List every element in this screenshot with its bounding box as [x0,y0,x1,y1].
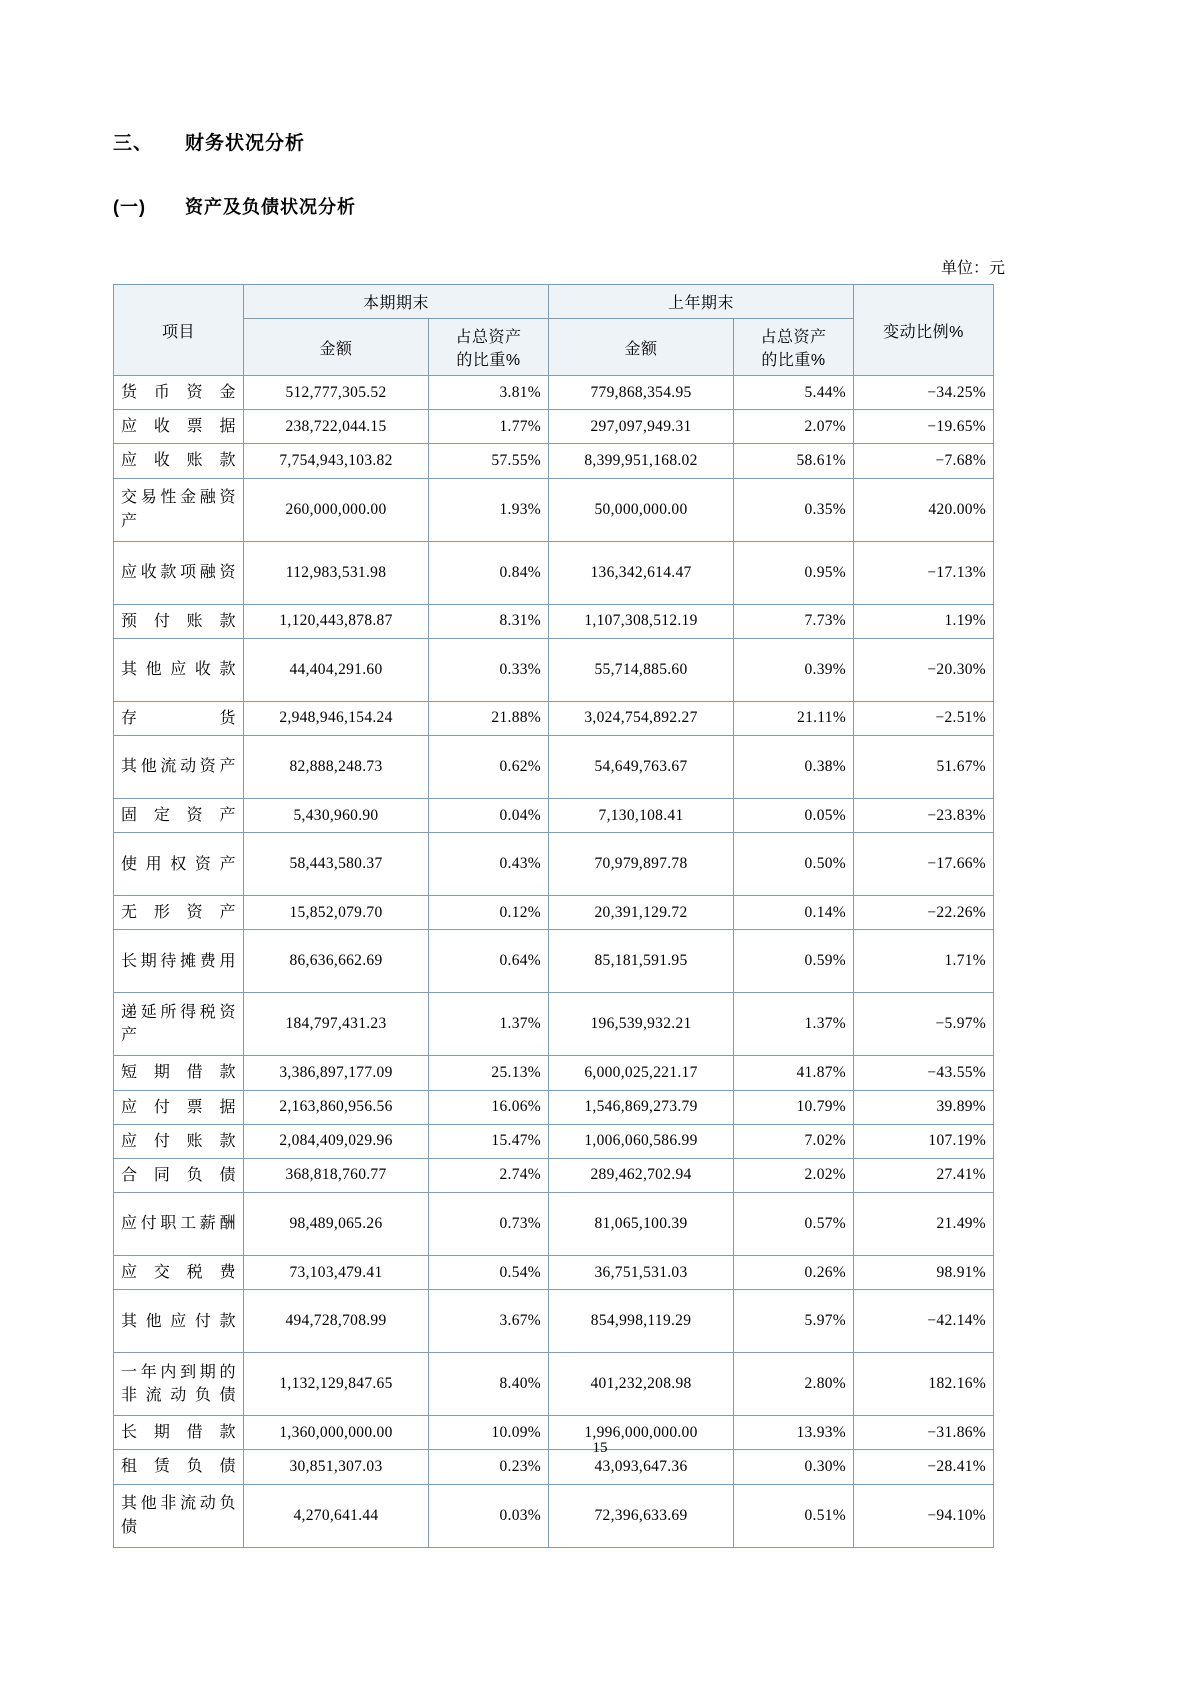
cell-current-pct: 0.33% [429,638,549,701]
cell-current-pct: 3.81% [429,376,549,410]
cell-change-pct: −23.83% [854,798,994,832]
table-row [114,1124,994,1158]
cell-current-amount: 2,163,860,956.56 [244,1090,429,1124]
header-prior-amount: 金额 [549,319,734,376]
cell-prior-pct: 0.14% [734,896,854,930]
cell-item: 其他应付款 [114,1290,244,1353]
cell-prior-amount: 50,000,000.00 [549,478,734,541]
cell-prior-pct: 5.44% [734,376,854,410]
cell-current-pct: 16.06% [429,1090,549,1124]
cell-change-pct: −94.10% [854,1484,994,1547]
cell-prior-amount: 6,000,025,221.17 [549,1056,734,1090]
cell-prior-amount: 81,065,100.39 [549,1193,734,1256]
cell-item: 短期借款 [114,1056,244,1090]
cell-prior-pct: 0.30% [734,1450,854,1484]
cell-prior-amount: 43,093,647.36 [549,1450,734,1484]
table-row [114,735,994,798]
header-current-pct-line1: 占总资产 [455,329,522,346]
cell-current-pct: 10.09% [429,1416,549,1450]
cell-change-pct: 1.71% [854,930,994,993]
table-row [114,993,994,1056]
cell-change-pct: 21.49% [854,1193,994,1256]
cell-current-amount: 98,489,065.26 [244,1193,429,1256]
table-row [114,1353,994,1416]
cell-current-pct: 0.03% [429,1484,549,1547]
cell-current-amount: 112,983,531.98 [244,541,429,604]
cell-change-pct: −42.14% [854,1290,994,1353]
table-row [114,1256,994,1290]
cell-change-pct: −17.13% [854,541,994,604]
subsection-heading-number: (一) [113,197,146,217]
cell-prior-pct: 1.37% [734,993,854,1056]
page-content [113,128,1013,1548]
cell-current-amount: 5,430,960.90 [244,798,429,832]
cell-current-amount: 1,120,443,878.87 [244,604,429,638]
cell-change-pct: −20.30% [854,638,994,701]
cell-prior-amount: 401,232,208.98 [549,1353,734,1416]
cell-change-pct: −5.97% [854,993,994,1056]
cell-item: 合同负债 [114,1158,244,1192]
cell-current-amount: 58,443,580.37 [244,833,429,896]
cell-current-pct: 0.84% [429,541,549,604]
cell-item: 应收票据 [114,410,244,444]
cell-item: 其他应收款 [114,638,244,701]
cell-current-pct: 21.88% [429,701,549,735]
table-row [114,833,994,896]
table-row [114,1290,994,1353]
table-row [114,376,994,410]
cell-current-amount: 260,000,000.00 [244,478,429,541]
header-change-pct: 变动比例% [854,285,994,376]
header-current-period: 本期期末 [244,285,549,319]
section-heading [113,128,1013,155]
cell-change-pct: −43.55% [854,1056,994,1090]
table-row [114,896,994,930]
cell-current-amount: 44,404,291.60 [244,638,429,701]
financial-position-table [113,284,994,1548]
table-row [114,478,994,541]
cell-prior-pct: 13.93% [734,1416,854,1450]
cell-prior-amount: 1,996,000,000.00 [549,1416,734,1450]
table-row [114,1090,994,1124]
cell-prior-amount: 1,006,060,586.99 [549,1124,734,1158]
cell-prior-pct: 0.50% [734,833,854,896]
table-row [114,541,994,604]
cell-current-amount: 15,852,079.70 [244,896,429,930]
cell-current-amount: 184,797,431.23 [244,993,429,1056]
cell-prior-amount: 196,539,932.21 [549,993,734,1056]
cell-current-pct: 0.62% [429,735,549,798]
cell-prior-amount: 779,868,354.95 [549,376,734,410]
cell-item: 长期待摊费用 [114,930,244,993]
table-row [114,701,994,735]
cell-current-pct: 3.67% [429,1290,549,1353]
cell-prior-pct: 0.95% [734,541,854,604]
cell-item: 无形资产 [114,896,244,930]
cell-prior-amount: 55,714,885.60 [549,638,734,701]
cell-current-amount: 30,851,307.03 [244,1450,429,1484]
cell-prior-pct: 58.61% [734,444,854,478]
cell-item: 长期借款 [114,1416,244,1450]
cell-item: 应付账款 [114,1124,244,1158]
cell-prior-pct: 10.79% [734,1090,854,1124]
cell-prior-pct: 5.97% [734,1290,854,1353]
cell-prior-amount: 289,462,702.94 [549,1158,734,1192]
cell-change-pct: −17.66% [854,833,994,896]
cell-change-pct: −31.86% [854,1416,994,1450]
cell-item: 应交税费 [114,1256,244,1290]
header-current-amount: 金额 [244,319,429,376]
cell-change-pct: −22.26% [854,896,994,930]
section-heading-number: 三、 [113,133,154,154]
cell-prior-pct: 2.80% [734,1353,854,1416]
cell-prior-pct: 7.73% [734,604,854,638]
cell-prior-amount: 8,399,951,168.02 [549,444,734,478]
cell-prior-pct: 0.35% [734,478,854,541]
cell-prior-amount: 20,391,129.72 [549,896,734,930]
subsection-heading [113,193,1013,219]
cell-prior-amount: 3,024,754,892.27 [549,701,734,735]
cell-prior-amount: 297,097,949.31 [549,410,734,444]
cell-current-pct: 0.04% [429,798,549,832]
cell-current-pct: 8.31% [429,604,549,638]
cell-item: 应付票据 [114,1090,244,1124]
cell-current-amount: 1,132,129,847.65 [244,1353,429,1416]
cell-current-amount: 73,103,479.41 [244,1256,429,1290]
cell-current-pct: 0.12% [429,896,549,930]
cell-current-amount: 368,818,760.77 [244,1158,429,1192]
cell-current-pct: 25.13% [429,1056,549,1090]
cell-prior-amount: 54,649,763.67 [549,735,734,798]
header-prior-period: 上年期末 [549,285,854,319]
cell-change-pct: 39.89% [854,1090,994,1124]
unit-note: 单位：元 [940,260,1005,277]
cell-current-amount: 86,636,662.69 [244,930,429,993]
cell-current-pct: 15.47% [429,1124,549,1158]
cell-prior-pct: 0.51% [734,1484,854,1547]
cell-current-amount: 238,722,044.15 [244,410,429,444]
cell-current-pct: 0.64% [429,930,549,993]
cell-item: 租赁负债 [114,1450,244,1484]
cell-change-pct: 27.41% [854,1158,994,1192]
cell-item: 递延所得税资产 [114,993,244,1056]
cell-current-amount: 1,360,000,000.00 [244,1416,429,1450]
cell-current-amount: 494,728,708.99 [244,1290,429,1353]
cell-item: 预付账款 [114,604,244,638]
table-row [114,410,994,444]
table-row [114,604,994,638]
page-number: 15 [592,1440,608,1456]
cell-prior-amount: 136,342,614.47 [549,541,734,604]
cell-prior-pct: 0.26% [734,1256,854,1290]
table-row [114,1484,994,1547]
cell-prior-amount: 70,979,897.78 [549,833,734,896]
cell-prior-pct: 0.38% [734,735,854,798]
table-header-row-1 [114,285,994,319]
cell-current-amount: 3,386,897,177.09 [244,1056,429,1090]
cell-current-pct: 0.43% [429,833,549,896]
cell-change-pct: −19.65% [854,410,994,444]
cell-change-pct: −28.41% [854,1450,994,1484]
cell-item: 其他流动资产 [114,735,244,798]
cell-prior-pct: 21.11% [734,701,854,735]
cell-item: 一年内到期的非流动负债 [114,1353,244,1416]
cell-current-amount: 4,270,641.44 [244,1484,429,1547]
cell-prior-pct: 7.02% [734,1124,854,1158]
cell-current-pct: 2.74% [429,1158,549,1192]
cell-item: 交易性金融资产 [114,478,244,541]
cell-current-pct: 0.73% [429,1193,549,1256]
cell-current-amount: 2,084,409,029.96 [244,1124,429,1158]
cell-change-pct: 420.00% [854,478,994,541]
header-current-pct-line2: 的比重% [456,352,521,369]
cell-prior-amount: 854,998,119.29 [549,1290,734,1353]
table-body [114,376,994,1548]
cell-current-pct: 8.40% [429,1353,549,1416]
header-prior-pct-line2: 的比重% [761,352,826,369]
table-row [114,1158,994,1192]
cell-prior-pct: 2.07% [734,410,854,444]
cell-item: 固定资产 [114,798,244,832]
table-row [114,798,994,832]
cell-current-pct: 1.77% [429,410,549,444]
cell-item: 应付职工薪酬 [114,1193,244,1256]
cell-change-pct: −34.25% [854,376,994,410]
section-heading-text: 财务状况分析 [185,133,306,154]
cell-current-amount: 2,948,946,154.24 [244,701,429,735]
cell-current-amount: 512,777,305.52 [244,376,429,410]
header-prior-pct-line1: 占总资产 [760,329,827,346]
cell-prior-amount: 7,130,108.41 [549,798,734,832]
cell-prior-pct: 0.57% [734,1193,854,1256]
cell-current-pct: 1.37% [429,993,549,1056]
cell-change-pct: 98.91% [854,1256,994,1290]
cell-prior-pct: 0.39% [734,638,854,701]
header-item: 项目 [114,285,244,376]
header-current-pct [429,319,549,376]
cell-prior-pct: 41.87% [734,1056,854,1090]
cell-current-pct: 0.23% [429,1450,549,1484]
cell-item: 其他非流动负债 [114,1484,244,1547]
table-row [114,638,994,701]
cell-change-pct: −2.51% [854,701,994,735]
cell-prior-pct: 0.05% [734,798,854,832]
cell-change-pct: −7.68% [854,444,994,478]
cell-prior-amount: 72,396,633.69 [549,1484,734,1547]
cell-current-pct: 57.55% [429,444,549,478]
subsection-heading-text: 资产及负债状况分析 [185,197,356,217]
cell-prior-pct: 0.59% [734,930,854,993]
cell-prior-amount: 1,107,308,512.19 [549,604,734,638]
cell-prior-amount: 36,751,531.03 [549,1256,734,1290]
table-row [114,1193,994,1256]
cell-prior-amount: 1,546,869,273.79 [549,1090,734,1124]
cell-current-pct: 1.93% [429,478,549,541]
cell-prior-pct: 2.02% [734,1158,854,1192]
table-row [114,1056,994,1090]
cell-change-pct: 182.16% [854,1353,994,1416]
cell-item: 存货 [114,701,244,735]
header-prior-pct [734,319,854,376]
cell-current-pct: 0.54% [429,1256,549,1290]
cell-change-pct: 51.67% [854,735,994,798]
table-row [114,930,994,993]
cell-prior-amount: 85,181,591.95 [549,930,734,993]
table-row [114,444,994,478]
cell-item: 应收款项融资 [114,541,244,604]
cell-item: 货币资金 [114,376,244,410]
cell-current-amount: 82,888,248.73 [244,735,429,798]
cell-change-pct: 107.19% [854,1124,994,1158]
cell-change-pct: 1.19% [854,604,994,638]
cell-current-amount: 7,754,943,103.82 [244,444,429,478]
cell-item: 使用权资产 [114,833,244,896]
cell-item: 应收账款 [114,444,244,478]
